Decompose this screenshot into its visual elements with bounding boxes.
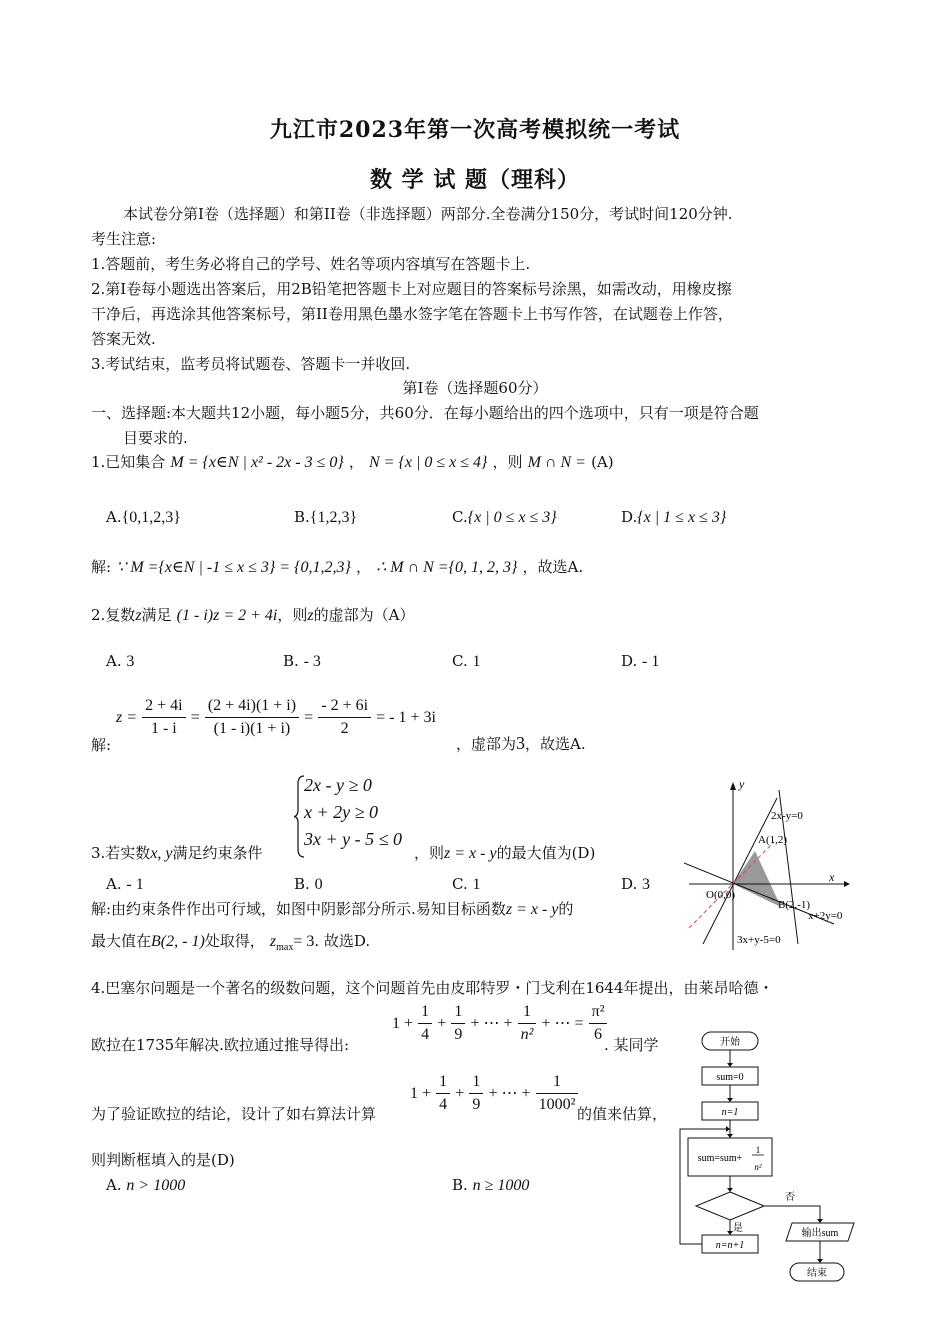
exam-subtitle: 数 学 试 题（理科） bbox=[370, 167, 580, 193]
section-instruction-cont: 目要求的. bbox=[123, 429, 188, 447]
flow-end-label: 结束 bbox=[807, 1268, 827, 1279]
notice-1: 1.答题前，考生务必将自己的学号、姓名等项内容填写在答题卡上. bbox=[91, 255, 531, 273]
q4-para-2a: 欧拉在1735年解决.欧拉通过推导得出: bbox=[91, 1036, 349, 1054]
point-b-label: B(2,-1) bbox=[778, 899, 811, 911]
q4-option-a: A. n > 1000 bbox=[106, 1176, 186, 1194]
q3-option-d: D. 3 bbox=[621, 875, 651, 893]
flow-no-label: 否 bbox=[785, 1192, 795, 1203]
flow-n1-label: n=1 bbox=[721, 1107, 739, 1118]
q3-constraint-1: 2x - y ≥ 0 bbox=[304, 775, 372, 795]
q1-expr: M ∩ N = bbox=[527, 454, 586, 471]
x-axis-label: x bbox=[829, 870, 835, 884]
q2-frac-3: $\frac{- 2 + 6i}{2}$ bbox=[318, 695, 371, 740]
point-a-label: A(1,2) bbox=[758, 834, 788, 846]
q1-option-d: D.{x | 1 ≤ x ≤ 3} bbox=[621, 508, 727, 526]
question-3-tail: ，则z = x - y的最大值为(D) bbox=[414, 844, 596, 862]
q2-frac-2: $\frac{(2 + 4i)(1 + i)}{(1 - i)(1 + i)}$ bbox=[205, 695, 299, 740]
flow-yes-label: 是 bbox=[733, 1223, 743, 1234]
line2-label: x+2y=0 bbox=[808, 910, 843, 922]
q1-then: ，则 bbox=[492, 453, 523, 471]
notice-2c: 答案无效. bbox=[91, 330, 156, 348]
q4-para-4: 则判断框填入的是(D) bbox=[91, 1151, 235, 1169]
flow-decision bbox=[696, 1192, 764, 1220]
notice-2b: 干净后，再选涂其他答案标号，第II卷用黑色墨水签字笔在答题卡上书写作答，在试题卷上作答， bbox=[91, 305, 733, 323]
line1-label: 2x-y=0 bbox=[771, 810, 803, 822]
question-3: 3.若实数x, y满足约束条件 bbox=[91, 844, 263, 862]
notice-3: 3.考试结束，监考员将试题卷、答题卡一并收回. bbox=[91, 355, 411, 373]
section-instruction: 一、选择题:本大题共12小题，每小题5分，共60分．在每小题给出的四个选项中，只有一项是符合题 bbox=[91, 404, 759, 422]
line-2x-y bbox=[703, 798, 777, 944]
q3-option-a: A. - 1 bbox=[106, 875, 144, 893]
q2-solution-lead: 解: bbox=[91, 736, 112, 754]
q2-solution-tail: ，虚部为3，故选A. bbox=[456, 733, 586, 753]
q1-comma: ， bbox=[348, 453, 364, 471]
q1-lead: 1.已知集合 bbox=[91, 453, 166, 471]
flow-update-den: n² bbox=[754, 1162, 762, 1172]
q4-basel-formula: 1 + $\frac{1}{4}$ + $\frac{1}{9}$ + ⋯ + $\frac{1}{\text{n²}}$ + ⋯ = $\frac{\text{π²}}{6}$ bbox=[392, 1001, 607, 1046]
feasible-region bbox=[733, 851, 781, 907]
origin-label: O(0,0) bbox=[706, 889, 736, 901]
q3-constraints bbox=[304, 772, 402, 853]
q4-para-1: 4.巴塞尔问题是一个著名的级数问题，这个问题首先由皮耶特罗・门戈利在1644年提出，由莱昂哈德・ bbox=[91, 979, 774, 997]
q3-option-c: C. 1 bbox=[452, 875, 481, 893]
q4-flowchart bbox=[672, 1030, 872, 1292]
q1-solution: 解: ∵ M ={x∈N | -1 ≤ x ≤ 3} = {0,1,2,3} ， ∴ M ∩ N ={0, 1, 2, 3} ，故选A. bbox=[91, 558, 584, 576]
flow-output-label: 输出sum bbox=[801, 1228, 839, 1239]
line3-label: 3x+y-5=0 bbox=[737, 934, 781, 946]
q1-set-n: N = {x | 0 ≤ x ≤ 4} bbox=[368, 454, 488, 471]
q2-option-d: D. - 1 bbox=[621, 652, 660, 670]
intro-summary: 本试卷分第I卷（选择题）和第II卷（非选择题）两部分.全卷满分150分，考试时间120分钟. bbox=[123, 205, 733, 223]
q1-option-c: C.{x | 0 ≤ x ≤ 3} bbox=[452, 508, 557, 526]
question-2: 2.复数z满足 (1 - i)z = 2 + 4i，则z的虚部为（A） bbox=[91, 606, 415, 624]
q4-para-3a: 为了验证欧拉的结论，设计了如右算法计算 bbox=[91, 1105, 377, 1123]
flow-update-num: 1 bbox=[755, 1145, 761, 1155]
q2-option-b: B. - 3 bbox=[283, 652, 321, 670]
q2-solution-formula: z = $\frac{2 + 4i}{1 - i}$ = $\frac{(2 + 4i)(1 + i)}{(1 - i)(1 + i)}$ = $\frac{- 2 + 6i}{2}$ = - 1 + 3i bbox=[116, 695, 436, 740]
q3-brace bbox=[294, 774, 304, 859]
q3-option-b: B. 0 bbox=[294, 875, 323, 893]
q3-solution-line-2: 最大值在B(2, - 1)处取得， $z_{max}= 3$. 故选D. bbox=[91, 932, 371, 954]
flow-update-label: sum=sum+ bbox=[697, 1153, 743, 1164]
y-axis-label: y bbox=[739, 778, 745, 791]
q4-option-b: B. n ≥ 1000 bbox=[452, 1176, 530, 1194]
flow-start-label: 开始 bbox=[720, 1037, 740, 1048]
flow-init-label: sum=0 bbox=[716, 1072, 744, 1083]
q3-solution-line-1: 解:由约束条件作出可行域，如图中阴影部分所示.易知目标函数z = x - y的 bbox=[91, 900, 574, 918]
exam-title: 九江市2023年第一次高考模拟统一考试 bbox=[269, 117, 681, 143]
q1-set-m: M = {x∈N | x² - 2x - 3 ≤ 0} bbox=[170, 454, 344, 471]
q1-option-b: B.{1,2,3} bbox=[294, 508, 358, 526]
q1-answer: (A) bbox=[591, 453, 614, 471]
question-1 bbox=[91, 452, 614, 472]
part-title: 第I卷（选择题60分） bbox=[402, 379, 548, 397]
flow-increment-label: n=n+1 bbox=[715, 1240, 745, 1251]
q3-constraint-2: x + 2y ≥ 0 bbox=[304, 802, 379, 822]
notice-head: 考生注意: bbox=[91, 230, 157, 248]
q4-para-3b: 的值来估算， bbox=[577, 1105, 668, 1123]
q3-constraint-3: 3x + y - 5 ≤ 0 bbox=[304, 829, 402, 849]
notice-2a: 2.第I卷每小题选出答案后，用2B铅笔把答题卡上对应题目的答案标号涂黑，如需改动，用橡皮擦 bbox=[91, 280, 732, 298]
q1-option-a: A.{0,1,2,3} bbox=[106, 508, 181, 526]
q2-option-a: A. 3 bbox=[106, 652, 135, 670]
q3-feasible-region-figure bbox=[684, 778, 854, 957]
q4-sum-formula: 1 + $\frac{1}{4}$ + $\frac{1}{9}$ + ⋯ + $\frac{1}{\text{1000²}}$ bbox=[410, 1071, 578, 1116]
q4-para-2b: . 某同学 bbox=[604, 1036, 659, 1054]
q2-option-c: C. 1 bbox=[452, 652, 481, 670]
q2-frac-1: $\frac{2 + 4i}{1 - i}$ bbox=[142, 695, 185, 740]
